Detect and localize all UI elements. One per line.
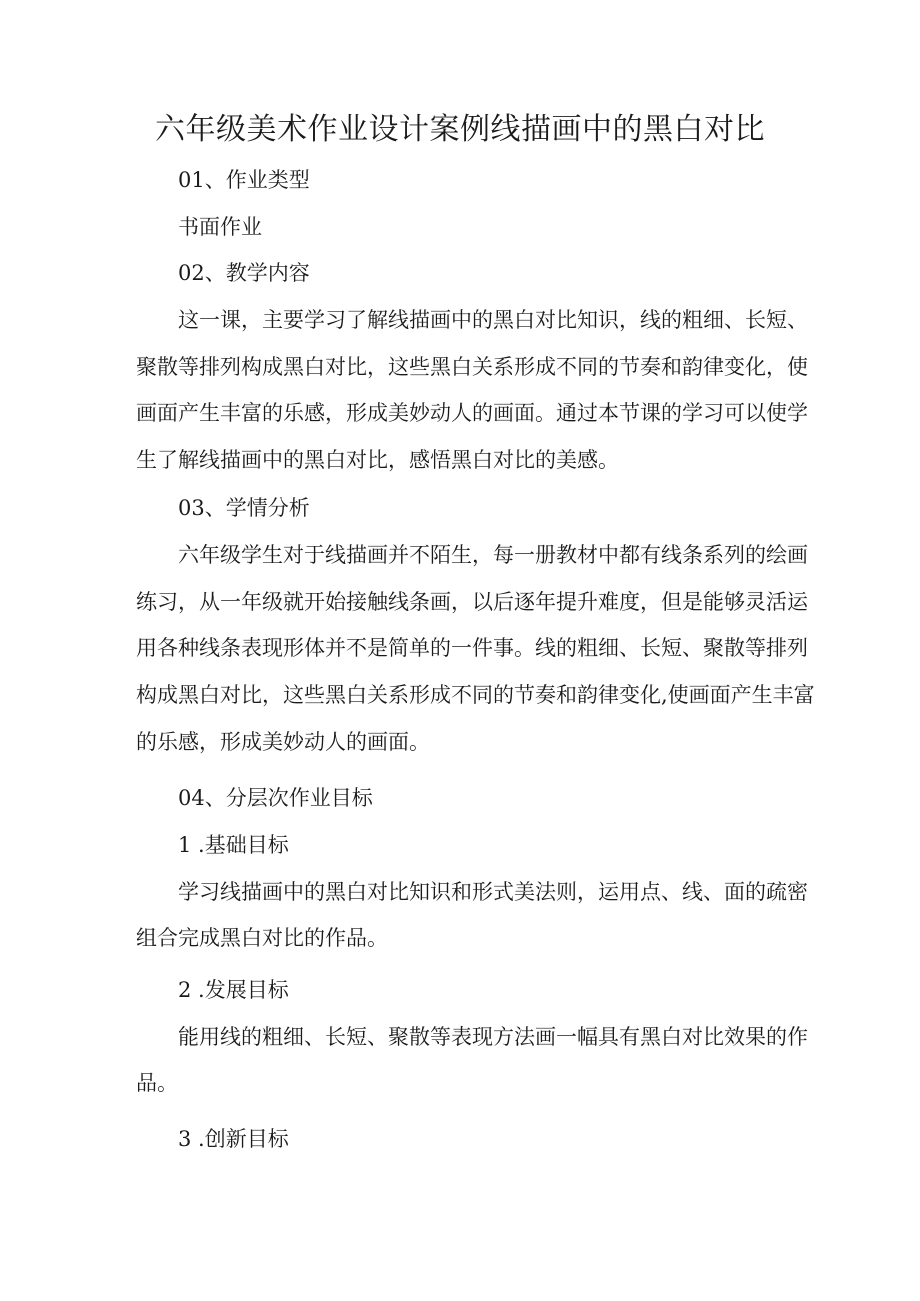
section-03-paragraph-line: 的乐感，形成美妙动人的画面。 <box>136 730 430 754</box>
subsection-heading-innovation: 3 .创新目标 <box>178 1127 289 1151</box>
section-heading-02: 02、教学内容 <box>178 261 310 285</box>
section-heading-01: 01、作业类型 <box>178 168 310 192</box>
section-heading-04: 04、分层次作业目标 <box>178 786 373 810</box>
section-02-paragraph-line: 生了解线描画中的黑白对比，感悟黑白对比的美感。 <box>136 448 619 472</box>
subsection-heading-basic: 1 .基础目标 <box>178 833 289 857</box>
document-title: 六年级美术作业设计案例线描画中的黑白对比 <box>155 112 765 147</box>
subsection-basic-paragraph-line: 组合完成黑白对比的作品。 <box>136 926 388 950</box>
section-01-text: 书面作业 <box>178 215 262 239</box>
subsection-development-paragraph-line: 品。 <box>136 1071 178 1095</box>
section-03-paragraph-line: 构成黑白对比，这些黑白关系形成不同的节奏和韵律变化,使画面产生丰富 <box>136 683 815 707</box>
section-02-paragraph-line: 这一课，主要学习了解线描画中的黑白对比知识，线的粗细、长短、 <box>178 308 808 332</box>
section-02-paragraph-line: 聚散等排列构成黑白对比，这些黑白关系形成不同的节奏和韵律变化，使 <box>136 355 808 379</box>
section-03-paragraph-line: 六年级学生对于线描画并不陌生，每一册教材中都有线条系列的绘画 <box>178 543 808 567</box>
subsection-heading-development: 2 .发展目标 <box>178 978 289 1002</box>
subsection-basic-paragraph-line: 学习线描画中的黑白对比知识和形式美法则，运用点、线、面的疏密 <box>178 880 808 904</box>
section-03-paragraph-line: 用各种线条表现形体并不是简单的一件事。线的粗细、长短、聚散等排列 <box>136 636 808 660</box>
section-02-paragraph-line: 画面产生丰富的乐感，形成美妙动人的画面。通过本节课的学习可以使学 <box>136 401 808 425</box>
subsection-development-paragraph-line: 能用线的粗细、长短、聚散等表现方法画一幅具有黑白对比效果的作 <box>178 1025 808 1049</box>
section-heading-03: 03、学情分析 <box>178 496 310 520</box>
section-03-paragraph-line: 练习，从一年级就开始接触线条画，以后逐年提升难度，但是能够灵活运 <box>136 590 808 614</box>
